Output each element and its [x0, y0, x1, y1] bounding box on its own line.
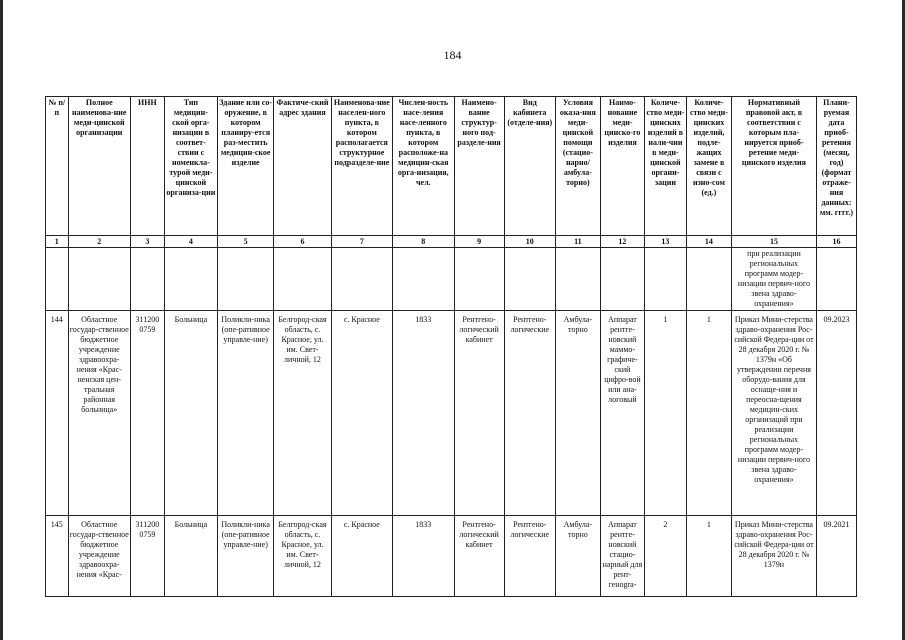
- purchase-date: 09.2023: [816, 311, 856, 516]
- column-number: 6: [274, 236, 331, 248]
- column-number: 10: [504, 236, 555, 248]
- device-name: Аппарат рентге-новский маммо-графиче-ский цифро-вой или ана-логовый: [600, 311, 644, 516]
- address: Белгород-ская область, с. Красное, ул. им. Свет-личной, 12: [274, 311, 331, 516]
- care-conditions: Амбула-торно: [555, 516, 600, 597]
- header-cell: Тип медицин-ской орга-низации в соответ-ствии с номенкла-турой меди-цинской организа-ции: [164, 97, 217, 236]
- column-number: 3: [130, 236, 164, 248]
- address: Белгород-ская область, с. Красное, ул. им. Свет-личной, 12: [274, 516, 331, 597]
- header-row: [46, 97, 857, 236]
- qty-available: 2: [644, 516, 686, 597]
- equipment-table: [45, 96, 857, 597]
- org-name: Областное государ-ственное бюджетное учреждение здравоохра-нения «Крас-: [68, 516, 130, 597]
- column-number: 13: [644, 236, 686, 248]
- org-type: Больница: [164, 311, 217, 516]
- column-number: 2: [68, 236, 130, 248]
- column-number: 12: [600, 236, 644, 248]
- purchase-date: 09.2021: [816, 516, 856, 597]
- header-cell: Наименова-ние населен-ного пункта, в котором располагается структурное подразделе-ние: [331, 97, 392, 236]
- header-cell: Плани-руемая дата приоб-ретения (месяц, год) (формат отраже-ния данных: мм. гггг.): [816, 97, 856, 236]
- row-number: 145: [46, 516, 69, 597]
- header-cell: Фактиче-ский адрес здания: [274, 97, 331, 236]
- device-name: Аппарат рентге-новский стацио-нарный для рент-генogra-: [600, 516, 644, 597]
- settlement: с. Красное: [331, 311, 392, 516]
- header-cell: Наимо-нование меди-цинско-го изделия: [600, 97, 644, 236]
- header-cell: Количе-ство меди-цинских изделий в нали-чии в меди-цинской органи-зации: [644, 97, 686, 236]
- subdivision: Рентгено-логический кабинет: [454, 516, 504, 597]
- header-cell: Вид кабинета (отделе-ния): [504, 97, 555, 236]
- legal-act: Приказ Мини-стерства здраво-охранения Рос-сийской Федера-ции от 28 декабря 2020 г. № 1379н: [731, 516, 816, 597]
- care-conditions: Амбула-торно: [555, 311, 600, 516]
- legal-act: Приказ Мини-стерства здраво-охранения Рос-сийской Федера-ции от 28 декабря 2020 г. № 1379н «Об утверждении перечня оборудо-вания для оснаще-ния и переосна-щения медицин-ских организаций при реализации региональных программ модер-низации первич-ного звена здраво-охранения»: [731, 311, 816, 516]
- cabinet-type: Рентгено-логические: [504, 311, 555, 516]
- cabinet-type: Рентгено-логические: [504, 516, 555, 597]
- column-number-row: [46, 236, 857, 248]
- table-row: [46, 516, 857, 597]
- column-number: 11: [555, 236, 600, 248]
- inn: 311200 0759: [130, 311, 164, 516]
- column-number: 7: [331, 236, 392, 248]
- header-cell: Полное наименова-ние меди-цинской организации: [68, 97, 130, 236]
- column-number: 14: [686, 236, 731, 248]
- scan-edge-left: [0, 0, 3, 640]
- qty-replace: 1: [686, 516, 731, 597]
- org-type: Больница: [164, 516, 217, 597]
- column-number: 15: [731, 236, 816, 248]
- inn: 311200 0759: [130, 516, 164, 597]
- building: Поликли-ника (опе-ративное управле-ние): [217, 311, 273, 516]
- table-row: [46, 311, 857, 516]
- row-number: 144: [46, 311, 69, 516]
- subdivision: Рентгено-логический кабинет: [454, 311, 504, 516]
- column-number: 1: [46, 236, 69, 248]
- settlement: с. Красное: [331, 516, 392, 597]
- continuation-text: при реализации региональных программ модер-низации первич-ного звена здраво-охранения»: [731, 248, 816, 311]
- org-name: Областное государ-ственное бюджетное учреждение здравоохра-нения «Крас-ненская цен-тральная районная больница»: [68, 311, 130, 516]
- page-number: 184: [443, 48, 462, 62]
- population: 1833: [393, 311, 454, 516]
- header-cell: № п/п: [46, 97, 69, 236]
- column-number: 9: [454, 236, 504, 248]
- header-cell: Условия оказа-ния меди-цинской помощи (стацио-нарно/ амбула-торно): [555, 97, 600, 236]
- qty-replace: 1: [686, 311, 731, 516]
- column-number: 16: [816, 236, 856, 248]
- header-cell: ИНН: [130, 97, 164, 236]
- column-number: 5: [217, 236, 273, 248]
- population: 1833: [393, 516, 454, 597]
- header-cell: Числен-ность насе-ления насе-ленного пункта, в котором расположе-на медицин-ская орга-низация, чел.: [393, 97, 454, 236]
- header-cell: Нормативный правовой акт, в соответствии с которым пла-нируется приоб-ретение меди-цинского изделия: [731, 97, 816, 236]
- header-cell: Наимено-вание структур-ного под-разделе-ния: [454, 97, 504, 236]
- header-cell: Количе-ство меди-цинских изделий, подле-жащих замене в связи с изно-сом (ед.): [686, 97, 731, 236]
- building: Поликли-ника (опе-ративное управле-ние): [217, 516, 273, 597]
- column-number: 8: [393, 236, 454, 248]
- qty-available: 1: [644, 311, 686, 516]
- header-cell: Здание или со-оружение, в котором планиру-ется раз-местить медицин-ское изделие: [217, 97, 273, 236]
- column-number: 4: [164, 236, 217, 248]
- continuation-row: [46, 248, 857, 311]
